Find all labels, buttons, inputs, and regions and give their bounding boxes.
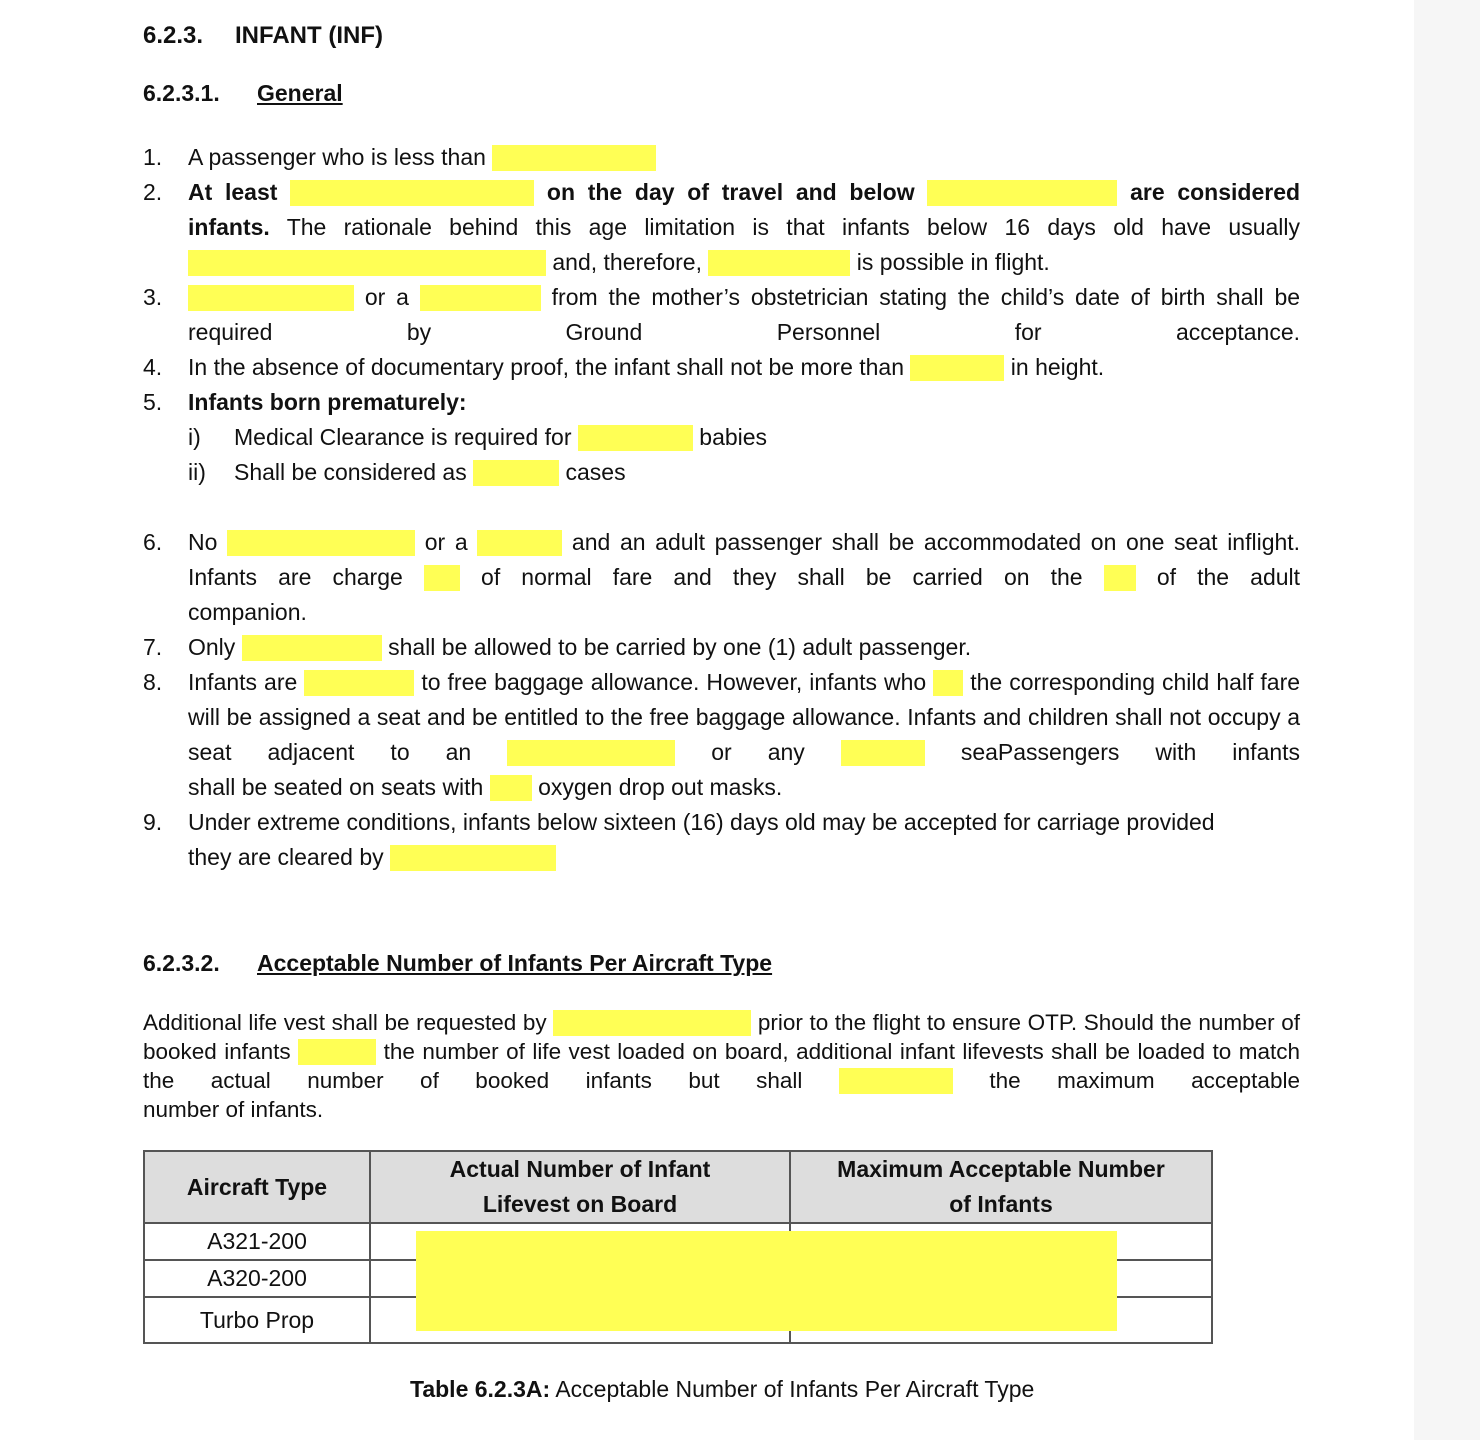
redaction (477, 530, 562, 556)
table-redaction (416, 1231, 1117, 1331)
redaction (298, 1039, 376, 1065)
redaction (910, 355, 1004, 381)
list-item-5: 5. Infants born prematurely: (143, 389, 467, 415)
list-item-2-cont: and, therefore, is possible in flight. (143, 245, 1300, 280)
section-heading (143, 22, 383, 50)
redaction (841, 740, 925, 766)
list-subitem-ii: ii) Shall be considered as cases (188, 459, 626, 485)
list-item-4: 4. In the absence of documentary proof, the infant shall not be more than in height. (143, 354, 1105, 380)
redaction (227, 530, 415, 556)
redaction (933, 670, 963, 696)
section-number: 6.2.3. (143, 22, 204, 49)
side-margin (1414, 0, 1480, 1440)
redaction (927, 180, 1117, 206)
subsection-heading-acceptable (143, 950, 772, 977)
redaction (1104, 565, 1136, 591)
header-max-infants: Maximum Acceptable Number of Infants (790, 1151, 1212, 1223)
subsection-title: General (257, 80, 343, 106)
redaction (290, 180, 534, 206)
list-item-6: 6. No or a and an adult passenger shall be accommodated on one seat inflight. Infants are charge of normal fare and they shall be carried on the of the adult (143, 529, 1301, 590)
table-row: A320-200 (144, 1260, 1212, 1297)
redaction (188, 285, 354, 311)
table-caption: Table 6.2.3A: Acceptable Number of Infants Per Aircraft Type (410, 1376, 1035, 1402)
redaction (553, 1010, 751, 1036)
list-subitem-i: i) Medical Clearance is required for babies (188, 424, 768, 450)
redaction (473, 460, 559, 486)
lifevest-paragraph: Additional life vest shall be requested by prior to the flight to ensure OTP. Should the number of booked infants the number of life vest loaded on board, additional infant lifevests shall be loaded to match the actual number of booked infants but shall the maximum acceptable number of infants. (143, 1010, 1300, 1122)
redaction (507, 740, 675, 766)
table-header-row (144, 1151, 1212, 1223)
table-row: A321-200 (144, 1223, 1212, 1260)
section-title: INFANT (INF) (235, 22, 383, 49)
subsection-title: Acceptable Number of Infants Per Aircraft Type (257, 950, 773, 976)
list-item-2: 2. At least on the day of travel and below are considered infants. The rationale behind this age limitation is that infants below 16 days old have usually (143, 179, 1301, 240)
list-item-6-cont: companion. (188, 599, 307, 625)
list-item-9: 9. Under extreme conditions, infants below sixteen (16) days old may be accepted for carriage provided they are cleared by (143, 809, 1215, 870)
list-item-7: 7. Only shall be allowed to be carried by one (1) adult passenger. (143, 634, 972, 660)
subsection-number: 6.2.3.2. (143, 950, 220, 976)
redaction (304, 670, 414, 696)
redaction (424, 565, 460, 591)
list-item-1: 1. A passenger who is less than (143, 140, 1300, 175)
list-item-8-cont: shall be seated on seats with oxygen drop out masks. (188, 774, 783, 800)
redaction (492, 145, 656, 171)
redaction (420, 285, 541, 311)
redaction (390, 845, 556, 871)
redaction (242, 635, 382, 661)
subsection-number: 6.2.3.1. (143, 80, 220, 106)
header-aircraft-type: Aircraft Type (144, 1151, 370, 1223)
subsection-heading-general (143, 80, 343, 107)
redaction (578, 425, 693, 451)
redaction (490, 775, 532, 801)
rules-list (143, 140, 1300, 875)
redaction (839, 1068, 953, 1094)
header-actual-lifevest: Actual Number of Infant Lifevest on Board (370, 1151, 790, 1223)
list-item-8: 8. Infants are to free baggage allowance. However, infants who the corresponding child half fare will be assigned a seat and be entitled to the free baggage allowance. Infants and children shall not occupy a seat adjacent to an or any seaPassengers with infants (143, 669, 1301, 765)
redaction (188, 250, 546, 276)
redaction (708, 250, 850, 276)
list-item-3: 3. or a from the mother’s obstetrician stating the child’s date of birth shall be required by Ground Personnel for acceptance. (143, 284, 1301, 345)
table-row: Turbo Prop (144, 1297, 1212, 1343)
